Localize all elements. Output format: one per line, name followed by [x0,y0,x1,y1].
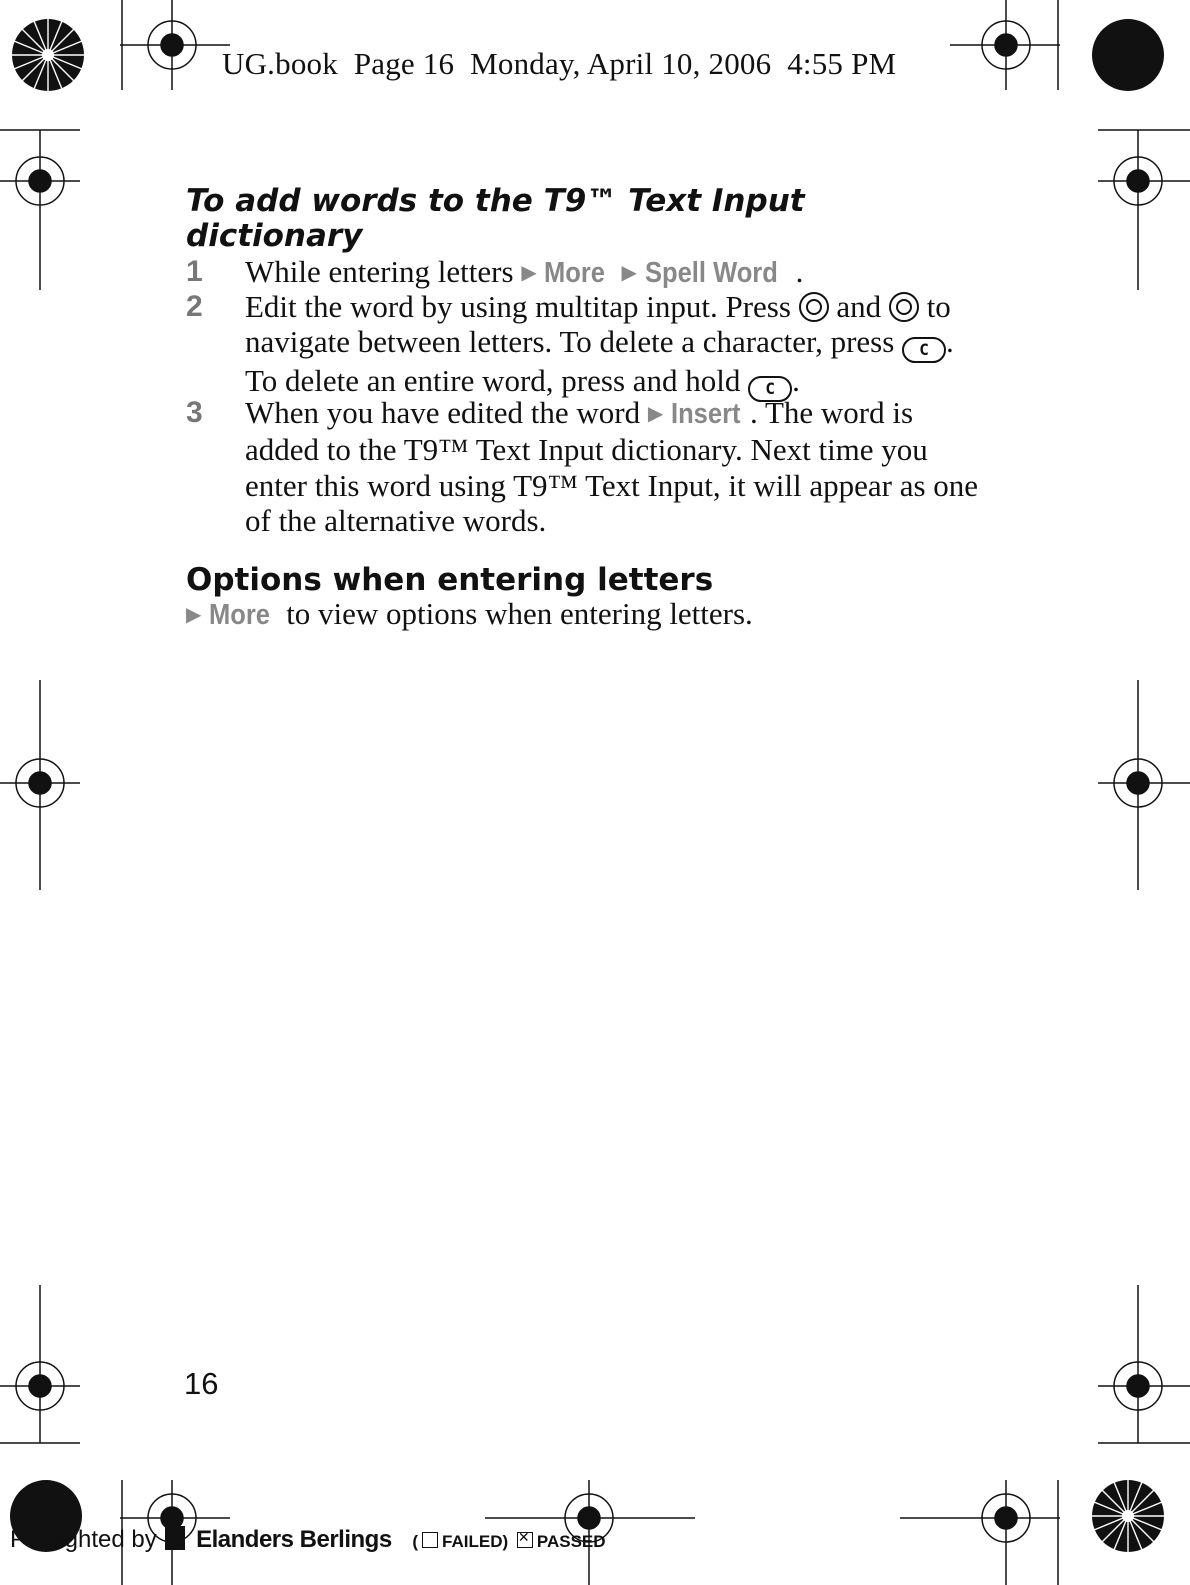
step-number: 3 [186,396,203,429]
menu-item-spell-word: Spell Word [644,257,778,289]
footer-brand: Elanders Berlings [196,1526,392,1553]
menu-item-more: More [544,257,606,289]
brand-logo-icon [165,1526,185,1550]
step-text: While entering letters [245,254,514,289]
step-1-text: While entering letters ▶ More ▶ Spell Word . [245,254,985,291]
section-heading-options: Options when entering letters [186,562,714,598]
menu-item-insert: Insert [671,398,741,430]
nav-key-right-icon [889,292,919,322]
menu-arrow-icon: ▶ [647,401,664,425]
heading-line-2: dictionary [186,218,363,254]
step-number: 2 [186,290,203,323]
menu-item-more: More [209,599,271,631]
preflight-footer [10,1526,606,1554]
options-text: ▶ More to view options when entering letters. [186,596,753,631]
nav-key-left-icon [799,292,829,322]
print-header: UG.book Page 16 Monday, April 10, 2006 4:55 PM [222,46,897,81]
section-heading-t9-dictionary [186,184,886,254]
step-3-text: When you have edited the word ▶ Insert . The word is added to the T9™ Text Input dictionary. Next time you enter this word using T9™ Text Input, it will appear as one of the alternative words. [245,395,979,538]
page-number: 16 [184,1366,219,1401]
menu-arrow-icon: ▶ [621,260,637,284]
footer-failed: FAILED [442,1532,503,1551]
footer-status: ( FAILED) ✕PASSED [412,1532,605,1551]
footer-passed: PASSED [536,1532,606,1551]
step-number: 1 [186,255,203,288]
menu-arrow-icon: ▶ [521,260,537,284]
step-2-text: Edit the word by using multitap input. Press and to navigate between letters. To delete a character, press C . To delete an entire word, press and hold C . [245,289,985,402]
checkbox-icon [422,1532,438,1548]
menu-arrow-icon: ▶ [186,602,202,626]
checked-box-icon [517,1532,533,1548]
footer-prefix: Preflighted by [10,1526,157,1553]
heading-line-1: To add words to the T9™ Text Input [186,183,805,219]
clear-key-icon: C [902,337,946,363]
clear-key-icon: C [748,376,792,402]
